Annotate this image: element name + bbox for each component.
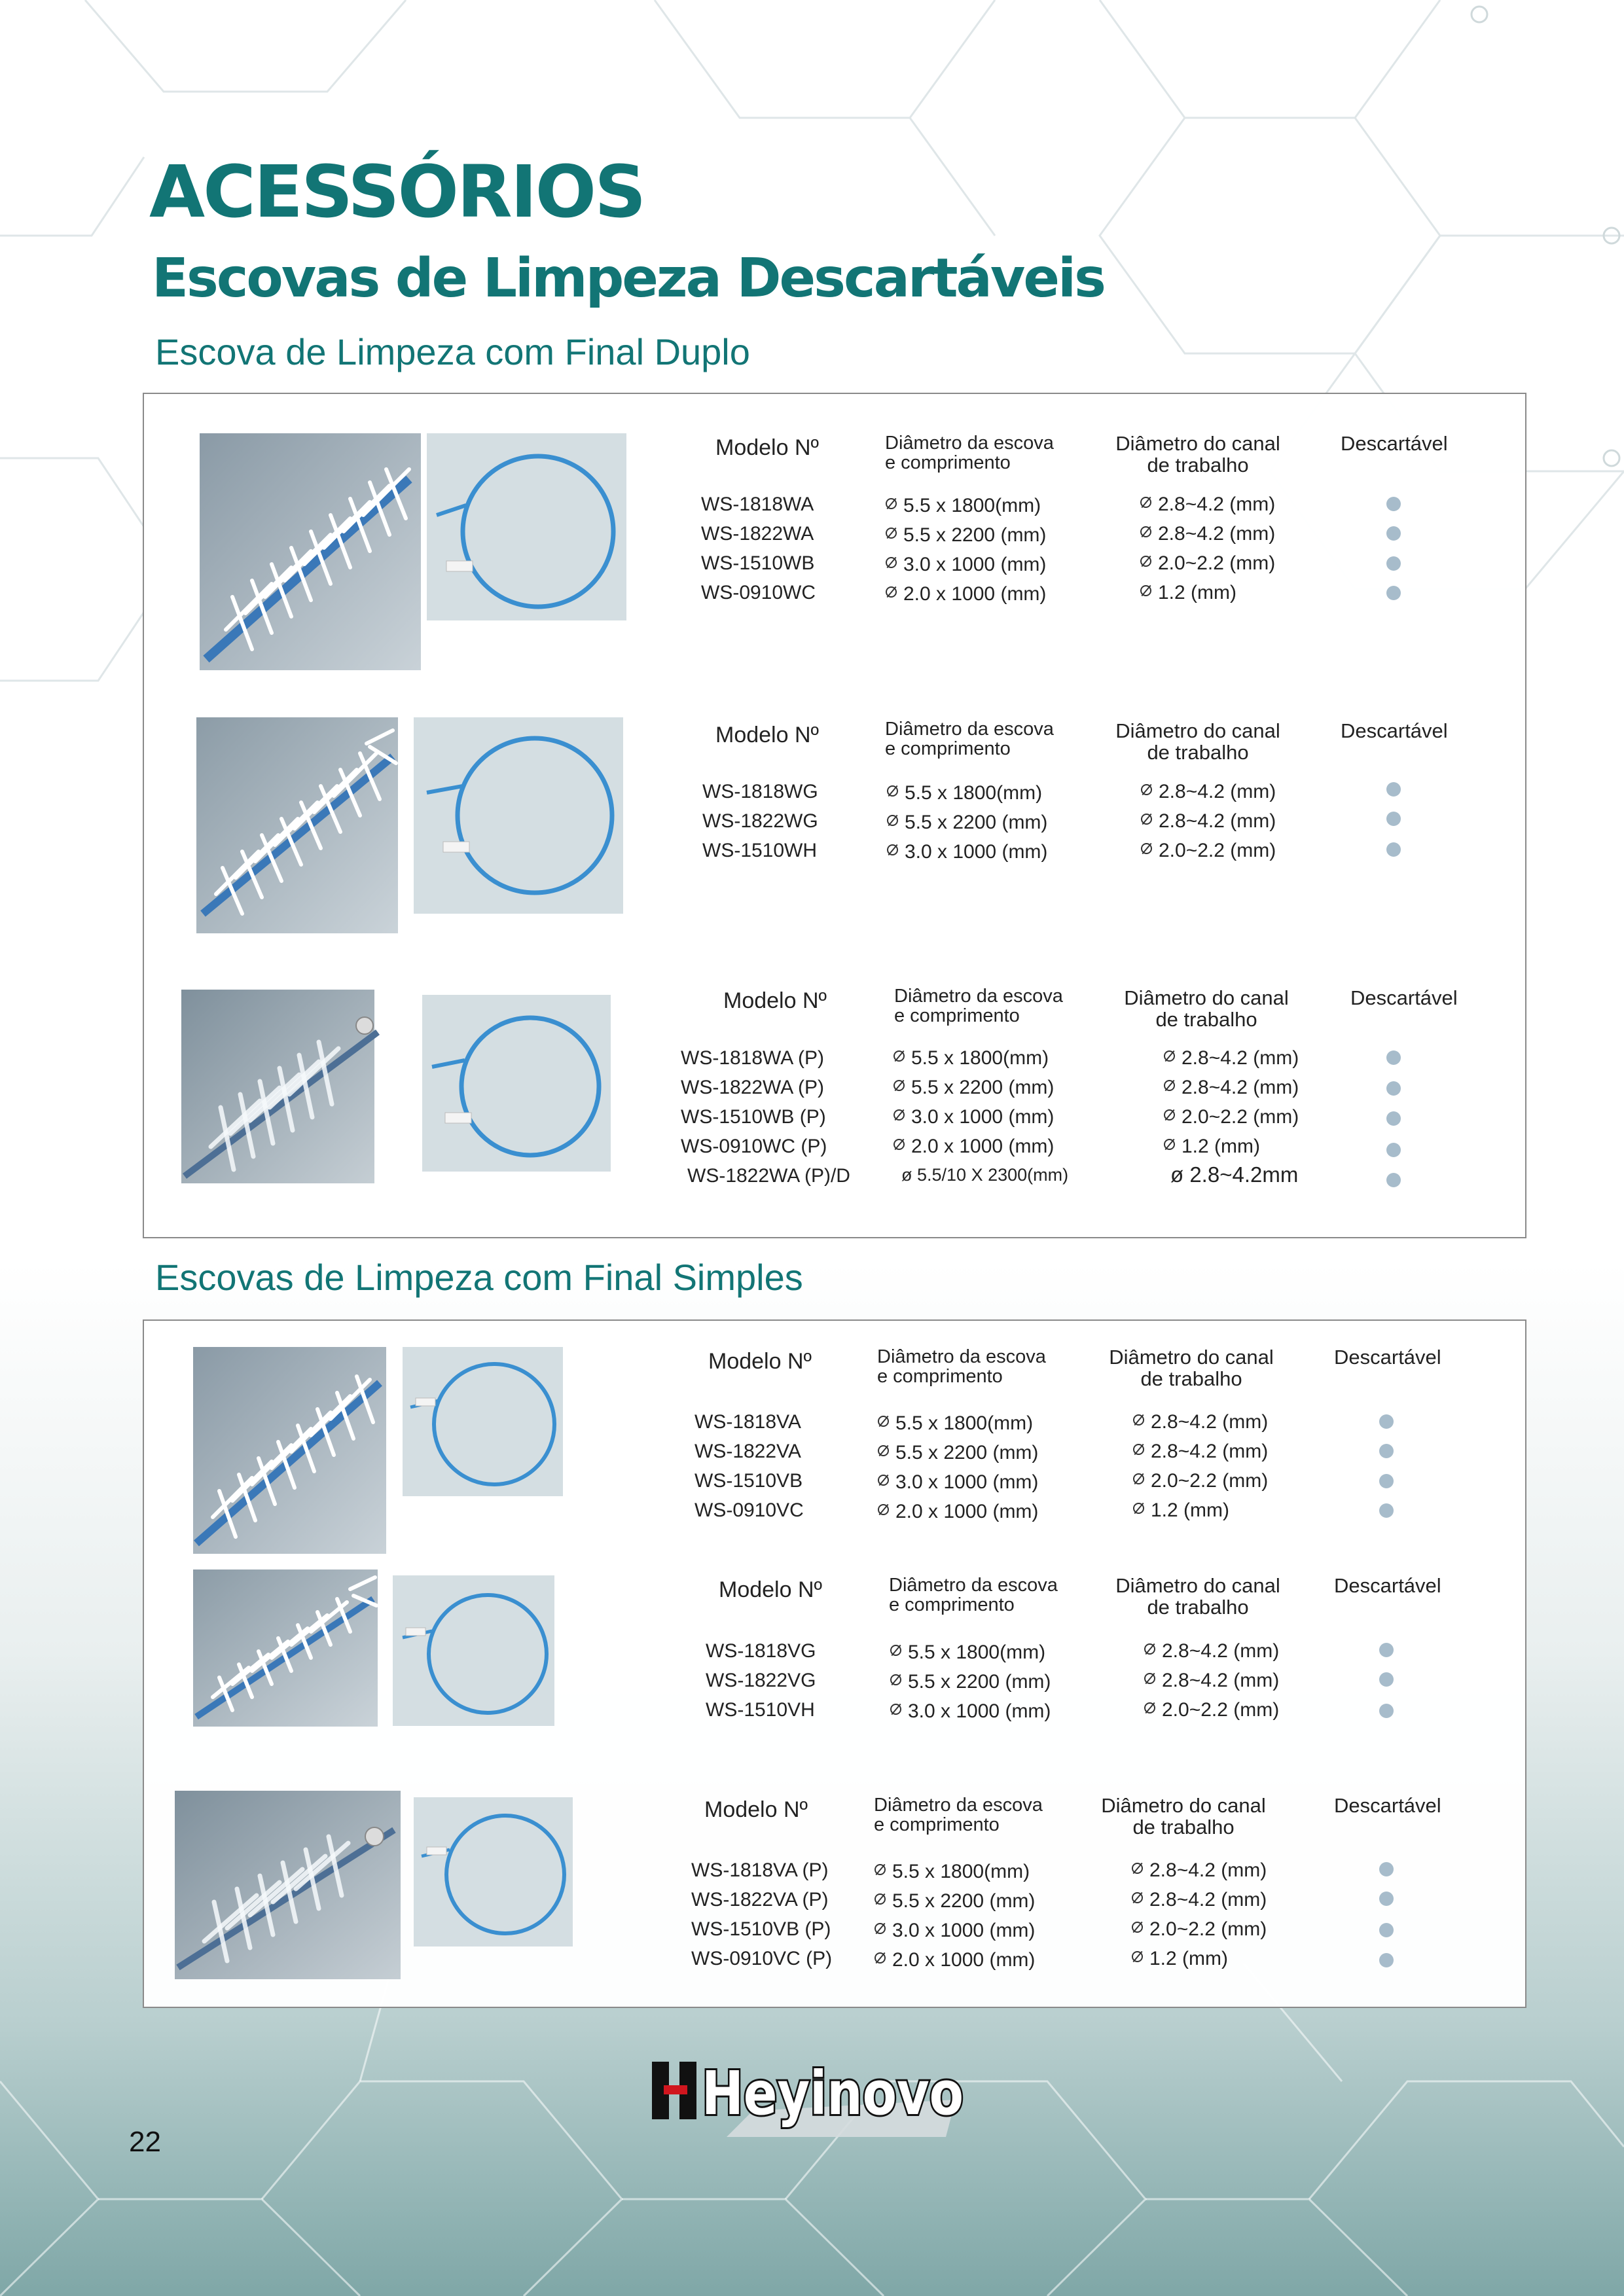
row-suffix: (P)/D [804, 1165, 850, 1187]
row-size: 5.5 x 1800(mm) [905, 782, 1043, 804]
row-channel: 2.8~4.2 (mm) [1159, 781, 1276, 802]
header-brush-size: Diâmetro da escova e comprimento [874, 1795, 1043, 1836]
header-brush-size: Diâmetro da escova e comprimento [885, 433, 1054, 474]
disposable-dot [1379, 1672, 1394, 1687]
row-size: 5.5 x 2200 (mm) [911, 1077, 1055, 1098]
row-model: WS-1822VG [706, 1670, 816, 1691]
row-channel: 2.8~4.2 (mm) [1151, 1411, 1269, 1433]
row-channel: 2.0~2.2 (mm) [1162, 1699, 1280, 1721]
product-box-single-end [143, 1319, 1526, 2008]
row-channel: 2.0~2.2 (mm) [1158, 552, 1276, 574]
row-model: WS-1510VB [691, 1918, 800, 1940]
row-size: 5.5 x 2200 (mm) [908, 1671, 1051, 1693]
header-disposable: Descartável [1341, 432, 1448, 455]
row-size: 5.5 x 2200 (mm) [892, 1890, 1036, 1912]
row-size: 5.5 x 2200 (mm) [905, 812, 1048, 833]
diameter-icon [878, 1475, 889, 1486]
diameter-icon [1164, 1080, 1175, 1091]
brush-coil-icon [393, 1575, 554, 1726]
diameter-icon [893, 1050, 905, 1062]
row-model: WS-1510WH [702, 840, 818, 861]
brush-coil-icon [414, 1797, 573, 1946]
row-size: 3.0 x 1000 (mm) [905, 841, 1048, 863]
row-size: 3.0 x 1000 (mm) [908, 1700, 1051, 1722]
diameter-icon [890, 1645, 901, 1656]
diameter-icon [1132, 1863, 1143, 1874]
diameter-icon [886, 557, 897, 568]
header-disposable: Descartável [1334, 1794, 1441, 1817]
row-suffix: (P) [806, 1948, 833, 1969]
diameter-icon [878, 1445, 889, 1456]
row-channel: 2.0~2.2 (mm) [1159, 840, 1276, 861]
disposable-dot [1379, 1643, 1394, 1657]
brush-tip-icon [193, 1347, 386, 1554]
header-model: Modelo Nº [704, 1797, 808, 1822]
diameter-icon [1141, 843, 1152, 854]
disposable-dot [1386, 526, 1401, 541]
row-channel: 2.0~2.2 (mm) [1151, 1470, 1269, 1492]
heyinovo-logo-icon [648, 2049, 975, 2140]
disposable-dot [1386, 842, 1401, 857]
header-model: Modelo Nº [715, 723, 819, 747]
row-model: WS-1510WB [681, 1106, 795, 1128]
row-channel: 2.8~4.2 (mm) [1162, 1640, 1280, 1662]
product-group [144, 1570, 1525, 1766]
header-brush-size: Diâmetro da escova e comprimento [877, 1346, 1046, 1388]
row-size: 5.5 x 1800(mm) [908, 1641, 1046, 1663]
header-disposable: Descartável [1350, 986, 1458, 1009]
header-brush-size: Diâmetro da escova e comprimento [885, 719, 1054, 760]
diameter-icon [890, 1674, 901, 1685]
diameter-icon [1164, 1109, 1175, 1121]
row-model: WS-1818WA [701, 493, 814, 515]
header-brush-size: Diâmetro da escova e comprimento [894, 986, 1063, 1027]
brush-tip-icon [200, 433, 421, 670]
diameter-icon [893, 1109, 905, 1121]
diameter-icon [1144, 1673, 1155, 1684]
logo-wordmark: Heyinovo [702, 2058, 964, 2128]
row-channel: 2.8~4.2 (mm) [1149, 1889, 1267, 1910]
diameter-icon [1140, 585, 1151, 596]
row-model: WS-1510WB [701, 552, 815, 574]
row-size: 5.5 x 1800(mm) [911, 1047, 1049, 1069]
disposable-dot [1379, 1892, 1394, 1906]
row-model: WS-1822VA [691, 1889, 797, 1910]
page-subtitle: Escovas de Limpeza Descartáveis [152, 247, 1104, 310]
row-size: 5.5 x 1800(mm) [895, 1412, 1034, 1434]
diameter-icon [893, 1080, 905, 1091]
disposable-dot [1379, 1444, 1394, 1458]
row-channel: 1.2 (mm) [1158, 582, 1236, 603]
brush-coil-icon [403, 1347, 563, 1496]
row-size: 3.0 x 1000 (mm) [895, 1471, 1039, 1493]
diameter-icon [887, 844, 898, 855]
header-channel: Diâmetro do canal de trabalho [1124, 986, 1289, 1031]
diameter-icon [875, 1952, 886, 1964]
row-model: WS-1822WA [701, 523, 814, 545]
diameter-icon [875, 1893, 886, 1905]
disposable-dot [1386, 812, 1401, 826]
row-model: WS-1510VB [695, 1470, 803, 1492]
row-suffix: (P) [802, 1889, 829, 1910]
row-model: WS-0910WC [681, 1136, 796, 1157]
row-size: ø 5.5/10 X 2300(mm) [901, 1165, 1069, 1185]
header-channel: Diâmetro do canal de trabalho [1109, 1346, 1274, 1390]
row-size: 2.0 x 1000 (mm) [911, 1136, 1055, 1157]
disposable-dot [1379, 1953, 1394, 1967]
disposable-dot [1386, 586, 1401, 600]
disposable-dot [1386, 1050, 1401, 1065]
product-group [144, 986, 1525, 1232]
row-suffix: (P) [804, 1918, 831, 1940]
row-model: WS-1822WA [681, 1077, 793, 1098]
row-suffix: (P) [799, 1106, 826, 1128]
row-size: 2.0 x 1000 (mm) [892, 1949, 1036, 1971]
diameter-icon [1132, 1892, 1143, 1903]
header-disposable: Descartável [1341, 719, 1448, 742]
row-model: WS-1818WG [702, 781, 818, 802]
product-box-double-end [143, 393, 1526, 1238]
row-channel: 2.8~4.2 (mm) [1158, 493, 1276, 515]
diameter-icon [886, 498, 897, 509]
row-size: 2.0 x 1000 (mm) [895, 1501, 1039, 1522]
row-channel: 2.0~2.2 (mm) [1149, 1918, 1267, 1940]
row-suffix: (P) [797, 1047, 824, 1069]
page-number: 22 [129, 2126, 161, 2158]
diameter-icon [878, 1504, 889, 1515]
row-size: 5.5 x 1800(mm) [892, 1861, 1030, 1882]
header-channel: Diâmetro do canal de trabalho [1115, 1574, 1280, 1619]
row-channel: 1.2 (mm) [1149, 1948, 1228, 1969]
page-title: ACESSÓRIOS [149, 150, 645, 234]
row-model: WS-0910WC [701, 582, 816, 603]
row-model: WS-1822WA [687, 1165, 799, 1187]
section-title-single-end: Escovas de Limpeza com Final Simples [155, 1257, 803, 1298]
row-size: 5.5 x 2200 (mm) [895, 1442, 1039, 1463]
disposable-dot [1379, 1414, 1394, 1429]
diameter-icon [1141, 814, 1152, 825]
row-model: WS-0910VC [691, 1948, 801, 1969]
disposable-dot [1379, 1862, 1394, 1876]
row-size: 2.0 x 1000 (mm) [903, 583, 1047, 605]
header-model: Modelo Nº [719, 1577, 822, 1602]
disposable-dot [1386, 782, 1401, 797]
header-channel: Diâmetro do canal de trabalho [1115, 719, 1280, 764]
row-model: WS-0910VC [695, 1499, 804, 1521]
row-model: WS-1510VH [706, 1699, 815, 1721]
row-model: WS-1818WA [681, 1047, 793, 1069]
row-channel: ø 2.8~4.2mm [1170, 1162, 1299, 1187]
row-suffix: (P) [801, 1136, 827, 1157]
header-channel: Diâmetro do canal de trabalho [1101, 1794, 1266, 1839]
diameter-icon [890, 1704, 901, 1715]
row-model: WS-1818VA [695, 1411, 801, 1433]
row-suffix: (P) [802, 1859, 829, 1881]
header-disposable: Descartável [1334, 1346, 1441, 1369]
brush-coil-icon [422, 995, 611, 1172]
diameter-icon [1132, 1922, 1143, 1933]
row-channel: 2.8~4.2 (mm) [1162, 1670, 1280, 1691]
header-brush-size: Diâmetro da escova e comprimento [889, 1575, 1058, 1616]
header-disposable: Descartável [1334, 1574, 1441, 1597]
brush-coil-icon [414, 717, 623, 914]
row-channel: 2.0~2.2 (mm) [1182, 1106, 1299, 1128]
product-group [144, 1791, 1525, 2000]
diameter-icon [875, 1923, 886, 1934]
brush-tip-icon [193, 1570, 378, 1727]
disposable-dot [1386, 497, 1401, 511]
row-size: 3.0 x 1000 (mm) [892, 1920, 1036, 1941]
diameter-icon [1132, 1951, 1143, 1962]
diameter-icon [875, 1864, 886, 1875]
diameter-icon [887, 815, 898, 826]
row-channel: 2.8~4.2 (mm) [1182, 1047, 1299, 1069]
disposable-dot [1379, 1704, 1394, 1718]
row-model: WS-1818VA [691, 1859, 797, 1881]
diameter-icon [1141, 784, 1152, 795]
diameter-icon [1133, 1414, 1144, 1426]
row-channel: 2.8~4.2 (mm) [1159, 810, 1276, 832]
disposable-dot [1386, 1173, 1401, 1187]
diameter-icon [886, 528, 897, 539]
section-title-double-end: Escova de Limpeza com Final Duplo [155, 331, 750, 372]
product-group [144, 433, 1525, 682]
row-model: WS-1822VA [695, 1441, 801, 1462]
disposable-dot [1386, 556, 1401, 571]
diameter-icon [1140, 526, 1151, 537]
diameter-icon [886, 586, 897, 598]
diameter-icon [1140, 556, 1151, 567]
row-size: 3.0 x 1000 (mm) [911, 1106, 1055, 1128]
row-channel: 1.2 (mm) [1182, 1136, 1260, 1157]
ball-tip-brush-icon [175, 1791, 401, 1979]
diameter-icon [1140, 497, 1151, 508]
diameter-icon [893, 1139, 905, 1150]
row-channel: 2.8~4.2 (mm) [1151, 1441, 1269, 1462]
row-channel: 2.8~4.2 (mm) [1158, 523, 1276, 545]
row-channel: 1.2 (mm) [1151, 1499, 1229, 1521]
diameter-icon [1133, 1473, 1144, 1484]
row-suffix: (P) [797, 1077, 824, 1098]
disposable-dot [1386, 1143, 1401, 1157]
row-channel: 2.8~4.2 (mm) [1182, 1077, 1299, 1098]
product-group [144, 717, 1525, 940]
diameter-icon [1144, 1702, 1155, 1713]
disposable-dot [1386, 1111, 1401, 1126]
header-channel: Diâmetro do canal de trabalho [1115, 432, 1280, 476]
ball-tip-brush-icon [181, 990, 374, 1183]
header-model: Modelo Nº [708, 1349, 812, 1374]
diameter-icon [1164, 1050, 1175, 1062]
disposable-dot [1379, 1503, 1394, 1518]
row-channel: 2.8~4.2 (mm) [1149, 1859, 1267, 1881]
diameter-icon [1133, 1503, 1144, 1514]
disposable-dot [1386, 1081, 1401, 1096]
brush-tip-icon [196, 717, 398, 933]
brush-coil-icon [427, 433, 626, 620]
disposable-dot [1379, 1474, 1394, 1488]
diameter-icon [1164, 1139, 1175, 1150]
row-model: WS-1822WG [702, 810, 818, 832]
row-model: WS-1818VG [706, 1640, 816, 1662]
disposable-dot [1379, 1923, 1394, 1937]
header-model: Modelo Nº [715, 435, 819, 460]
diameter-icon [1133, 1444, 1144, 1455]
row-size: 5.5 x 1800(mm) [903, 495, 1041, 516]
header-model: Modelo Nº [723, 988, 827, 1013]
diameter-icon [878, 1416, 889, 1427]
row-size: 3.0 x 1000 (mm) [903, 554, 1047, 575]
diameter-icon [1144, 1643, 1155, 1655]
product-group [144, 1347, 1525, 1563]
row-size: 5.5 x 2200 (mm) [903, 524, 1047, 546]
diameter-icon [887, 785, 898, 797]
